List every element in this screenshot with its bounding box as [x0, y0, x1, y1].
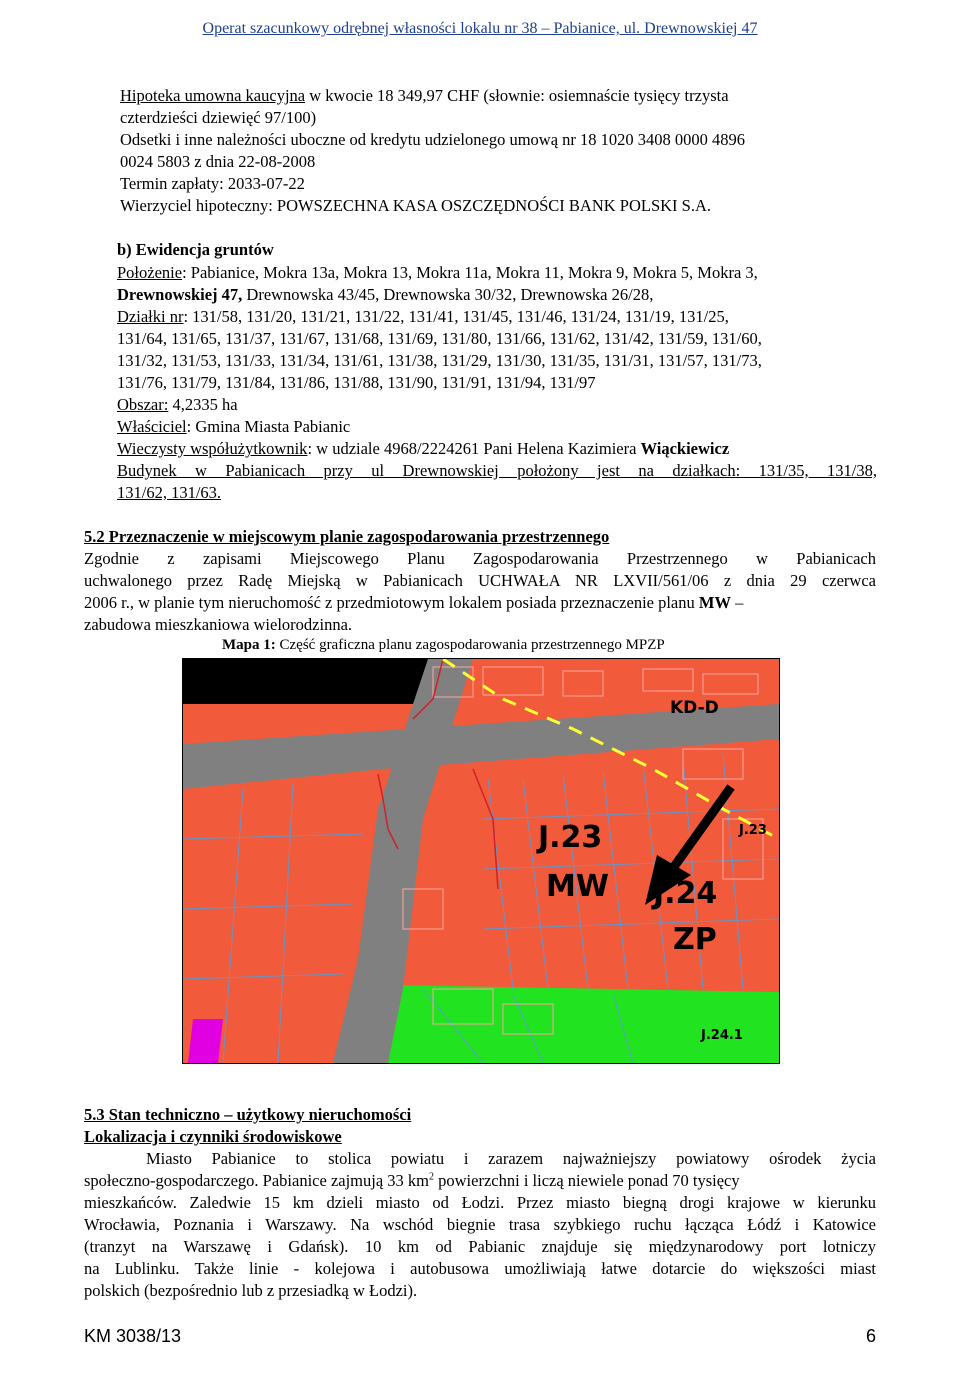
section-5-3-l4: Wrocławia, Poznania i Warszawy. Na wschód biegnie trasa szybkiego ruchu łącząca Łódź i Katowice [84, 1215, 876, 1234]
section-5-2-title: 5.2 Przeznaczenie w miejscowym planie zagospodarowania przestrzennego [84, 527, 610, 546]
mortgage-line-4: 0024 5803 z dnia 22-08-2008 [120, 152, 316, 171]
location-line-2: Drewnowskiej 47, Drewnowska 43/45, Drewnowska 30/32, Drewnowska 26/28, [117, 285, 654, 304]
section-5-2-p1: Zgodnie z zapisami Miejscowego Planu Zagospodarowania Przestrzennego w Pabianicach [84, 549, 876, 568]
mortgage-line-3: Odsetki i inne należności uboczne od kredytu udzielonego umową nr 18 1020 3408 0000 4896 [120, 130, 746, 149]
plots-line-3: 131/32, 131/53, 131/33, 131/34, 131/61, 131/38, 131/29, 131/30, 131/35, 131/31, 131/57, 131/73, [117, 351, 762, 370]
zone-j23-label: J.23 [538, 820, 603, 855]
section-5-3-l6: na Lublinku. Także linie - kolejowa i autobusowa umożliwiają łatwe dotarcie do większości miast [84, 1259, 876, 1278]
map-caption: Mapa 1: Część graficzna planu zagospodarowania przestrzennego MPZP [222, 637, 665, 653]
page-number: 6 [866, 1326, 877, 1346]
building-line-2: 131/62, 131/63. [117, 483, 222, 502]
section-5-3-l7: polskich (bezpośrednio lub z przesiadką w Łodzi). [84, 1281, 418, 1300]
owner: Właściciel: Gmina Miasta Pabianic [117, 417, 351, 436]
mortgage-line-1: Hipoteka umowna kaucyjna w kwocie 18 349,97 CHF (słownie: osiemnaście tysięcy trzysta [120, 86, 729, 105]
zone-j24-label: J.24 [653, 876, 718, 911]
mortgage-label: Hipoteka umowna kaucyjna [120, 86, 306, 105]
payment-term: Termin zapłaty: 2033-07-22 [120, 174, 305, 193]
plots-line-2: 131/64, 131/65, 131/37, 131/67, 131/68, 131/69, 131/80, 131/66, 131/62, 131/42, 131/59, 131/60, [117, 329, 762, 348]
zoning-map [182, 658, 780, 1064]
zone-j23-corner-label: J.23 [739, 823, 767, 838]
section-5-3-subtitle: Lokalizacja i czynniki środowiskowe [84, 1127, 342, 1146]
footer-reference: KM 3038/13 [84, 1326, 182, 1346]
zone-j24-use: ZP [673, 922, 717, 957]
magenta-zone [188, 1019, 223, 1063]
road-label: KD-D [670, 698, 719, 718]
plots-line-1: Działki nr: 131/58, 131/20, 131/21, 131/22, 131/41, 131/45, 131/46, 131/24, 131/19, 131/25, [117, 307, 729, 326]
building-line-1: Budynek w Pabianicach przy ul Drewnowskiej położony jest na działkach: 131/35, 131/38, [117, 461, 877, 480]
zone-j241-label: J.24.1 [701, 1028, 743, 1043]
plots-line-4: 131/76, 131/79, 131/84, 131/86, 131/88, 131/90, 131/91, 131/94, 131/97 [117, 373, 596, 392]
section-5-2-p4: zabudowa mieszkaniowa wielorodzinna. [84, 615, 353, 634]
section-5-2-p3: 2006 r., w planie tym nieruchomość z przedmiotowym lokalem posiada przeznaczenie planu MW – [84, 593, 744, 612]
creditor: Wierzyciel hipoteczny: POWSZECHNA KASA OSZCZĘDNOŚCI BANK POLSKI S.A. [120, 196, 712, 215]
running-header: Operat szacunkowy odrębnej własności lokalu nr 38 – Pabianice, ul. Drewnowskiej 47 [202, 20, 758, 37]
mortgage-line-2: czterdzieści dziewięć 97/100) [120, 108, 317, 127]
area: Obszar: 4,2335 ha [117, 395, 238, 414]
section-5-3-l1: Miasto Pabianice to stolica powiatu i zarazem najważniejszy powiatowy ośrodek życia [146, 1149, 876, 1168]
zoning-map-graphic [183, 659, 779, 1063]
section-5-3-l5: (tranzyt na Warszawę i Gdańsk). 10 km od Pabianic znajduje się międzynarodowy port lotniczy [84, 1237, 876, 1256]
co-owner: Wieczysty współużytkownik: w udziale 4968/2224261 Pani Helena Kazimiera Wiąckiewicz [117, 439, 730, 458]
section-5-2-p2: uchwalonego przez Radę Miejską w Pabianicach UCHWAŁA NR LXVII/561/06 z dnia 29 czerwca [84, 571, 876, 590]
section-5-3-title: 5.3 Stan techniczno – użytkowy nieruchomości [84, 1105, 412, 1124]
location-line-1: Położenie: Pabianice, Mokra 13a, Mokra 13, Mokra 11a, Mokra 11, Mokra 9, Mokra 5, Mokra 3, [117, 263, 758, 282]
land-records-heading: b) Ewidencja gruntów [117, 240, 274, 259]
section-5-3-l2: społeczno-gospodarczego. Pabianice zajmują 33 $km^2$ powierzchni i liczą niewiele ponad 70 tysięcy [84, 1171, 740, 1190]
zone-j23-use: MW [546, 869, 609, 904]
section-5-3-l3: mieszkańców. Zaledwie 15 km dzieli miasto od Łodzi. Przez miasto biegną drogi krajowe w kierunku [84, 1193, 876, 1212]
